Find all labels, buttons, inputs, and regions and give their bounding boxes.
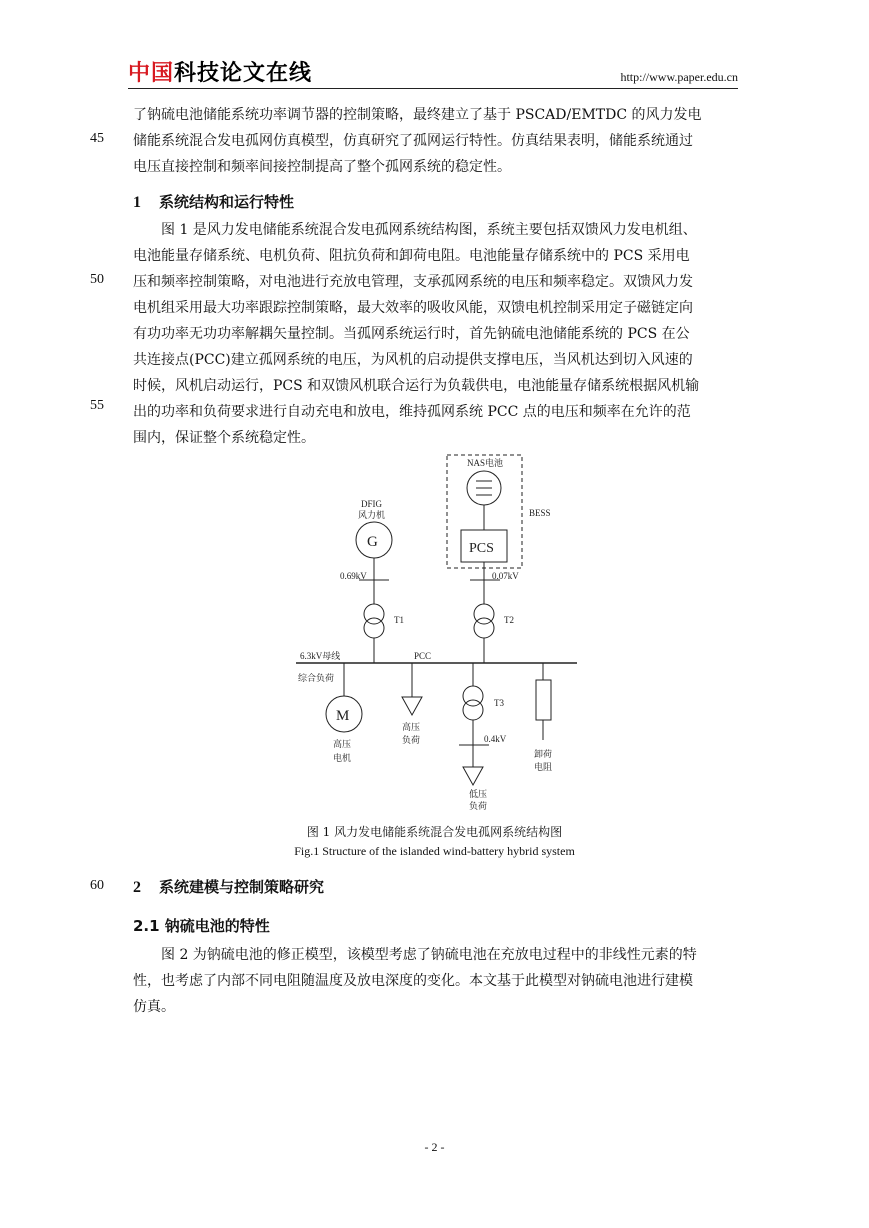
text-line: 电机组采用最大功率跟踪控制策略，最大效率的吸收风能，双馈电机控制采用定子磁链定向 xyxy=(133,300,693,316)
label-hv-load-line2: 负荷 xyxy=(402,735,421,745)
text-line: 共连接点(PCC)建立孤网系统的电压，为风机的启动提供支撑电压，当风机达到切入风速的 xyxy=(133,352,693,368)
label-motor-line1: 高压 xyxy=(333,739,352,749)
label-t2: T2 xyxy=(504,615,514,625)
text-line: 电池能量存储系统、电机负荷、阻抗负荷和卸荷电阻。电池能量存储系统中的 PCS 采用电 xyxy=(133,248,690,264)
text-line: 出的功率和负荷要求进行自动充电和放电，维持孤网系统 PCC 点的电压和频率在允许的范 xyxy=(133,404,691,420)
text-line: 有功功率无功功率解耦矢量控制。当孤网系统运行时，首先钠硫电池储能系统的 PCS 在公 xyxy=(133,326,690,342)
section-1-paragraph xyxy=(133,217,739,451)
label-voltage-007: 0.07kV xyxy=(492,571,519,581)
label-g: G xyxy=(367,534,378,550)
line-number-60: 60 xyxy=(90,878,104,893)
label-voltage-04: 0.4kV xyxy=(484,734,507,744)
header-url[interactable]: http://www.paper.edu.cn xyxy=(620,70,738,84)
text-line: 图 2 为钠硫电池的修正模型，该模型考虑了钠硫电池在充放电过程中的非线性元素的特 xyxy=(161,947,697,963)
section-number: 1 xyxy=(133,194,141,211)
text-line: 电压直接控制和频率间接控制提高了整个孤网系统的稳定性。 xyxy=(133,159,511,175)
label-voltage-069: 0.69kV xyxy=(340,571,367,581)
section-number: 2 xyxy=(133,879,141,896)
label-wind-turbine: 风力机 xyxy=(358,510,386,520)
label-dfig: DFIG xyxy=(361,499,383,509)
intro-paragraph xyxy=(133,102,739,180)
label-hv-load-line1: 高压 xyxy=(402,722,421,732)
label-m: M xyxy=(336,708,350,724)
text-line: 图 1 是风力发电储能系统混合发电孤网系统结构图，系统主要包括双馈风力发电机组、 xyxy=(161,222,697,238)
text-line: 围内，保证整个系统稳定性。 xyxy=(133,430,315,446)
dump-resistor-icon xyxy=(536,680,551,720)
figure-caption-en: Fig.1 Structure of the islanded wind-battery hybrid system xyxy=(294,844,575,858)
label-dump-line2: 电阻 xyxy=(534,762,553,772)
logo-red-text: 中国 xyxy=(128,61,175,86)
label-pcs: PCS xyxy=(469,541,494,556)
section-2-1-paragraph xyxy=(133,942,739,1020)
label-lv-load-line1: 低压 xyxy=(469,789,488,799)
system-structure-diagram xyxy=(0,448,869,818)
section-1-heading xyxy=(133,191,294,212)
figure-caption-cn: 图 1 风力发电储能系统混合发电孤网系统结构图 xyxy=(306,825,563,839)
label-pcc: PCC xyxy=(414,651,432,661)
label-t3: T3 xyxy=(494,698,504,708)
logo-black-text: 科技论文在线 xyxy=(174,61,313,86)
text-line: 时候，风机启动运行，PCS 和双馈风机联合运行为负载供电，电池能量存储系统根据风机输 xyxy=(133,378,700,394)
text-line: 性，也考虑了内部不同电阻随温度及放电深度的变化。本文基于此模型对钠硫电池进行建模 xyxy=(133,973,693,989)
label-dump-line1: 卸荷 xyxy=(534,749,553,759)
journal-logo[interactable] xyxy=(128,60,312,88)
label-bus: 6.3kV母线 xyxy=(300,651,341,661)
line-number-45: 45 xyxy=(90,131,104,146)
page-header xyxy=(128,60,738,89)
section-2-1-heading: 2.1 钠硫电池的特性 xyxy=(133,917,270,935)
line-number-50: 50 xyxy=(90,272,104,287)
label-nas-battery: NAS电池 xyxy=(467,458,504,468)
hv-load-icon xyxy=(402,697,422,715)
section-title: 系统结构和运行特性 xyxy=(159,193,295,211)
section-title: 系统建模与控制策略研究 xyxy=(159,878,325,896)
lv-load-icon xyxy=(463,767,483,785)
text-line: 仿真。 xyxy=(133,999,175,1015)
label-composite-load: 综合负荷 xyxy=(298,673,335,683)
text-line: 压和频率控制策略，对电池进行充放电管理，支承孤网系统的电压和频率稳定。双馈风力发 xyxy=(133,274,693,290)
section-2-heading xyxy=(133,876,324,897)
line-number-55: 55 xyxy=(90,398,104,413)
page-number: - 2 - xyxy=(424,1140,445,1154)
label-motor-line2: 电机 xyxy=(333,753,352,763)
label-t1: T1 xyxy=(394,615,404,625)
text-line: 储能系统混合发电孤网仿真模型，仿真研究了孤网运行特性。仿真结果表明，储能系统通过 xyxy=(133,133,693,149)
label-bess: BESS xyxy=(529,508,551,518)
label-lv-load-line2: 负荷 xyxy=(469,801,488,811)
text-line: 了钠硫电池储能系统功率调节器的控制策略，最终建立了基于 PSCAD/EMTDC 的风力发电 xyxy=(133,107,702,123)
